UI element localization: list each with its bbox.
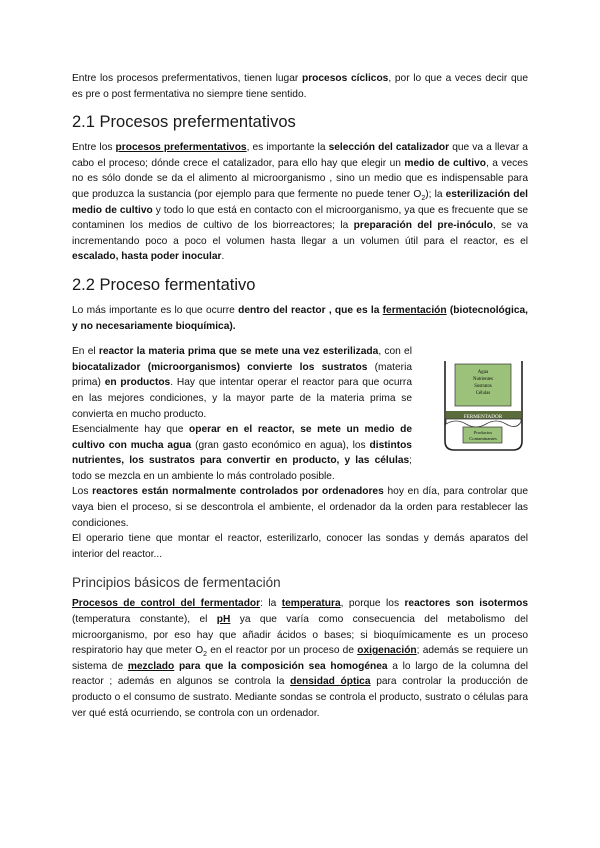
reactor-paragraph: En el reactor la materia prima que se mete una vez esterilizada, con el biocatalizador (microorganismos) convierte los sustratos (materia prima) en productos. Hay que intentar operar el reactor para que ocurra en las mejores condiciones, y la mayor parte de la materia prima se convierta en mucho producto. [72, 346, 412, 420]
fermenter-diagram [442, 359, 525, 452]
operator-paragraph: El operario tiene que montar el reactor, esterilizarlo, conocer las sondas y demás aparatos del interior del reactor... [72, 533, 528, 560]
intro-paragraph: Entre los procesos prefermentativos, tienen lugar procesos cíclicos, por lo que a veces decir que es pre o post fermentativa no siempre tiene sentido. [72, 73, 529, 100]
section-2-2-intro-paragraph: Lo más importante es lo que ocurre dentro del reactor , que es la fermentación (biotecnológica, y no necesariamente bioquímica). [72, 304, 528, 332]
input-label-4: Células [475, 391, 491, 397]
output-label-2: Contaminantes [469, 436, 497, 442]
principles-paragraph: Procesos de control del fermentador: la temperatura, porque los reactores son isotermos (temperatura constante), el pH ya que varía como consecuencia del metabolismo del microorganismo, por eso hay que añadir ácidos o bases; si bioquímicamente es un proceso respiratorio hay que meter $O_2$ en el reactor por un proceso de oxigenación; además se requiere un sistema de mezclado para que la composición sea homogénea a lo largo de la columna del reactor ; además en algunos se controla la densidad óptica para controlar la producción de producto o el consumo de sustrato. Mediante sondas se controla el producto, sustrato o células para ver qué está ocurriendo, se controla con un ordenador. [72, 598, 529, 719]
section-heading-2-1: 2.1 Procesos prefermentativos [72, 113, 296, 132]
section-heading-2-2: 2.2 Proceso fermentativo [72, 275, 256, 294]
input-label-3: Sustratos [474, 384, 492, 390]
document-page [72, 71, 528, 721]
reactor-block [72, 344, 528, 484]
principles-heading: Principios básicos de fermentación [72, 575, 281, 591]
output-label-1: Productos [473, 430, 493, 436]
input-label-2: Nutrientes [473, 377, 493, 383]
section-2-1-paragraph: Entre los procesos prefermentativos, es importante la selección del catalizador que va a llevar a cabo el proceso; dónde crece el catalizador, para ello hay que elegir un medio de cultivo, a veces no es sólo donde se da el alimento al microorganismo , sino un medio que es indispensable para que produzca la sustancia (por ejemplo para que fermente no puede tener $O_2$); la esterilización del medio de cultivo y todo lo que está en contacto con el microorganismo, ya que es frecuente que se contaminen los medios de cultivo de los biorreactores; la preparación del pre-inóculo, se va incrementando poco a poco el volumen hasta llegar a un volumen útil para el reactor, es el escalado, hasta poder inocular. [72, 142, 528, 263]
fermenter-label: FERMENTADOR [463, 414, 503, 421]
computer-control-paragraph: Los reactores están normalmente controlados por ordenadores hoy en día, para controlar que vaya bien el proceso, si se descontrola el ambiente, el ordenador da la orden para restablecer las condiciones. [72, 486, 528, 529]
input-label-1: Agua [477, 370, 489, 376]
operation-paragraph: Esencialmente hay que operar en el reactor, se mete un medio de cultivo con mucha agua (gran gasto económico en agua), los distintos nutrientes, los sustratos para convertir en producto, y las células; todo se mezcla en un ambiente lo más controlado posible. [72, 424, 412, 482]
